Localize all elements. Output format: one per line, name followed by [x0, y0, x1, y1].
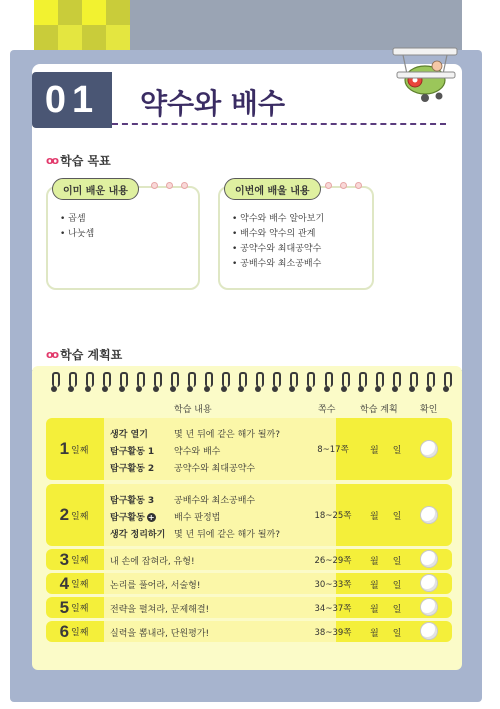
goals-heading: oo 학습 목표 [46, 154, 111, 168]
column-header-pages: 쪽수 [318, 405, 336, 415]
list-item: • 약수와 배수 알아보기 [232, 212, 324, 227]
list-item: • 공약수와 최대공약수 [232, 242, 324, 257]
list-item: • 배수와 약수의 관계 [232, 227, 324, 242]
plan-row-day-2: 2 일째 탐구활동 3 공배수와 최소공배수 탐구활동 + 배수 판정법 생각 정리하기 몇 년 뒤에 같은 해가 될까? 18~25쪽 월 일 [46, 484, 452, 546]
row-pages: 38~39쪽 [314, 628, 352, 638]
plan-row-day-1: 1 일째 생각 열기 몇 년 뒤에 같은 해가 될까? 탐구활동 1 약수와 배수 탐구활동 2 공약수와 최대공약수 8~17쪽 월 일 [46, 418, 452, 480]
plan-row-day-5: 5 일째 전략을 펼쳐라, 문제해결! 34~37쪽 월 일 [46, 597, 452, 618]
row-plan-date[interactable]: 월 일 [370, 512, 402, 522]
row-plan-date[interactable]: 월 일 [370, 605, 402, 615]
row-pages: 18~25쪽 [314, 511, 352, 521]
pin-decoration [325, 182, 362, 189]
row-pages: 34~37쪽 [314, 604, 352, 614]
day-number: 1 [59, 439, 70, 458]
check-circle[interactable] [420, 598, 438, 616]
plan-row-day-6: 6 일째 실력을 뽐내라, 단원평가! 38~39쪽 월 일 [46, 621, 452, 642]
row-plan-date[interactable]: 월 일 [370, 581, 402, 591]
pin-decoration [151, 182, 188, 189]
column-header-content: 학습 내용 [174, 405, 212, 415]
column-header-plan: 학습 계획 [360, 405, 398, 415]
check-circle[interactable] [420, 550, 438, 568]
plus-circle-icon: + [147, 513, 155, 522]
prior-knowledge-list [60, 212, 94, 242]
row-content: 내 손에 잡혀라, 유형! [104, 549, 336, 570]
double-circle-icon: oo [46, 348, 58, 361]
plan-row-day-3: 3 일째 내 손에 잡혀라, 유형! 26~29쪽 월 일 [46, 549, 452, 570]
column-header-check: 확인 [420, 405, 438, 415]
checker-pattern [34, 0, 130, 50]
check-circle[interactable] [420, 440, 438, 458]
day-number: 4 [59, 573, 70, 593]
upcoming-content-list [232, 212, 324, 272]
title-underline [112, 123, 446, 125]
row-plan-date[interactable]: 월 일 [370, 446, 402, 456]
row-content: 실력을 뽐내라, 단원평가! [104, 621, 336, 642]
list-item: • 공배수와 최소공배수 [232, 257, 324, 272]
day-number: 2 [59, 505, 70, 524]
airplane-illustration [385, 40, 465, 110]
plan-heading: oo 학습 계획표 [46, 348, 123, 362]
row-plan-date[interactable]: 월 일 [370, 629, 402, 639]
row-content: 전략을 펼쳐라, 문제해결! [104, 597, 336, 618]
row-pages: 8~17쪽 [317, 445, 349, 455]
row-plan-date[interactable]: 월 일 [370, 557, 402, 567]
day-number: 3 [59, 549, 70, 569]
day-number: 6 [59, 621, 70, 641]
list-item: • 곱셈 [60, 212, 94, 227]
chapter-title: 약수와 배수 [140, 87, 285, 120]
upcoming-content-tag: 이번에 배울 내용 [224, 178, 321, 200]
prior-knowledge-box [46, 186, 200, 290]
day-number: 5 [59, 597, 70, 617]
row-pages: 30~33쪽 [314, 580, 352, 590]
spiral-binding [50, 372, 450, 394]
plan-row-day-4: 4 일째 논리를 풀어라, 서술형! 30~33쪽 월 일 [46, 573, 452, 594]
row-pages: 26~29쪽 [314, 556, 352, 566]
row-content: 논리를 풀어라, 서술형! [104, 573, 336, 594]
upcoming-content-box [218, 186, 374, 290]
double-circle-icon: oo [46, 154, 58, 167]
list-item: • 나눗셈 [60, 227, 94, 242]
row-content: 탐구활동 3 공배수와 최소공배수 탐구활동 + 배수 판정법 생각 정리하기 몇 년 뒤에 같은 해가 될까? [104, 484, 336, 546]
check-circle[interactable] [420, 574, 438, 592]
chapter-number: 0 1 [32, 72, 112, 128]
prior-knowledge-tag: 이미 배운 내용 [52, 178, 139, 200]
check-circle[interactable] [420, 506, 438, 524]
check-circle[interactable] [420, 622, 438, 640]
row-content: 생각 열기 몇 년 뒤에 같은 해가 될까? 탐구활동 1 약수와 배수 탐구활동 2 공약수와 최대공약수 [104, 418, 336, 480]
